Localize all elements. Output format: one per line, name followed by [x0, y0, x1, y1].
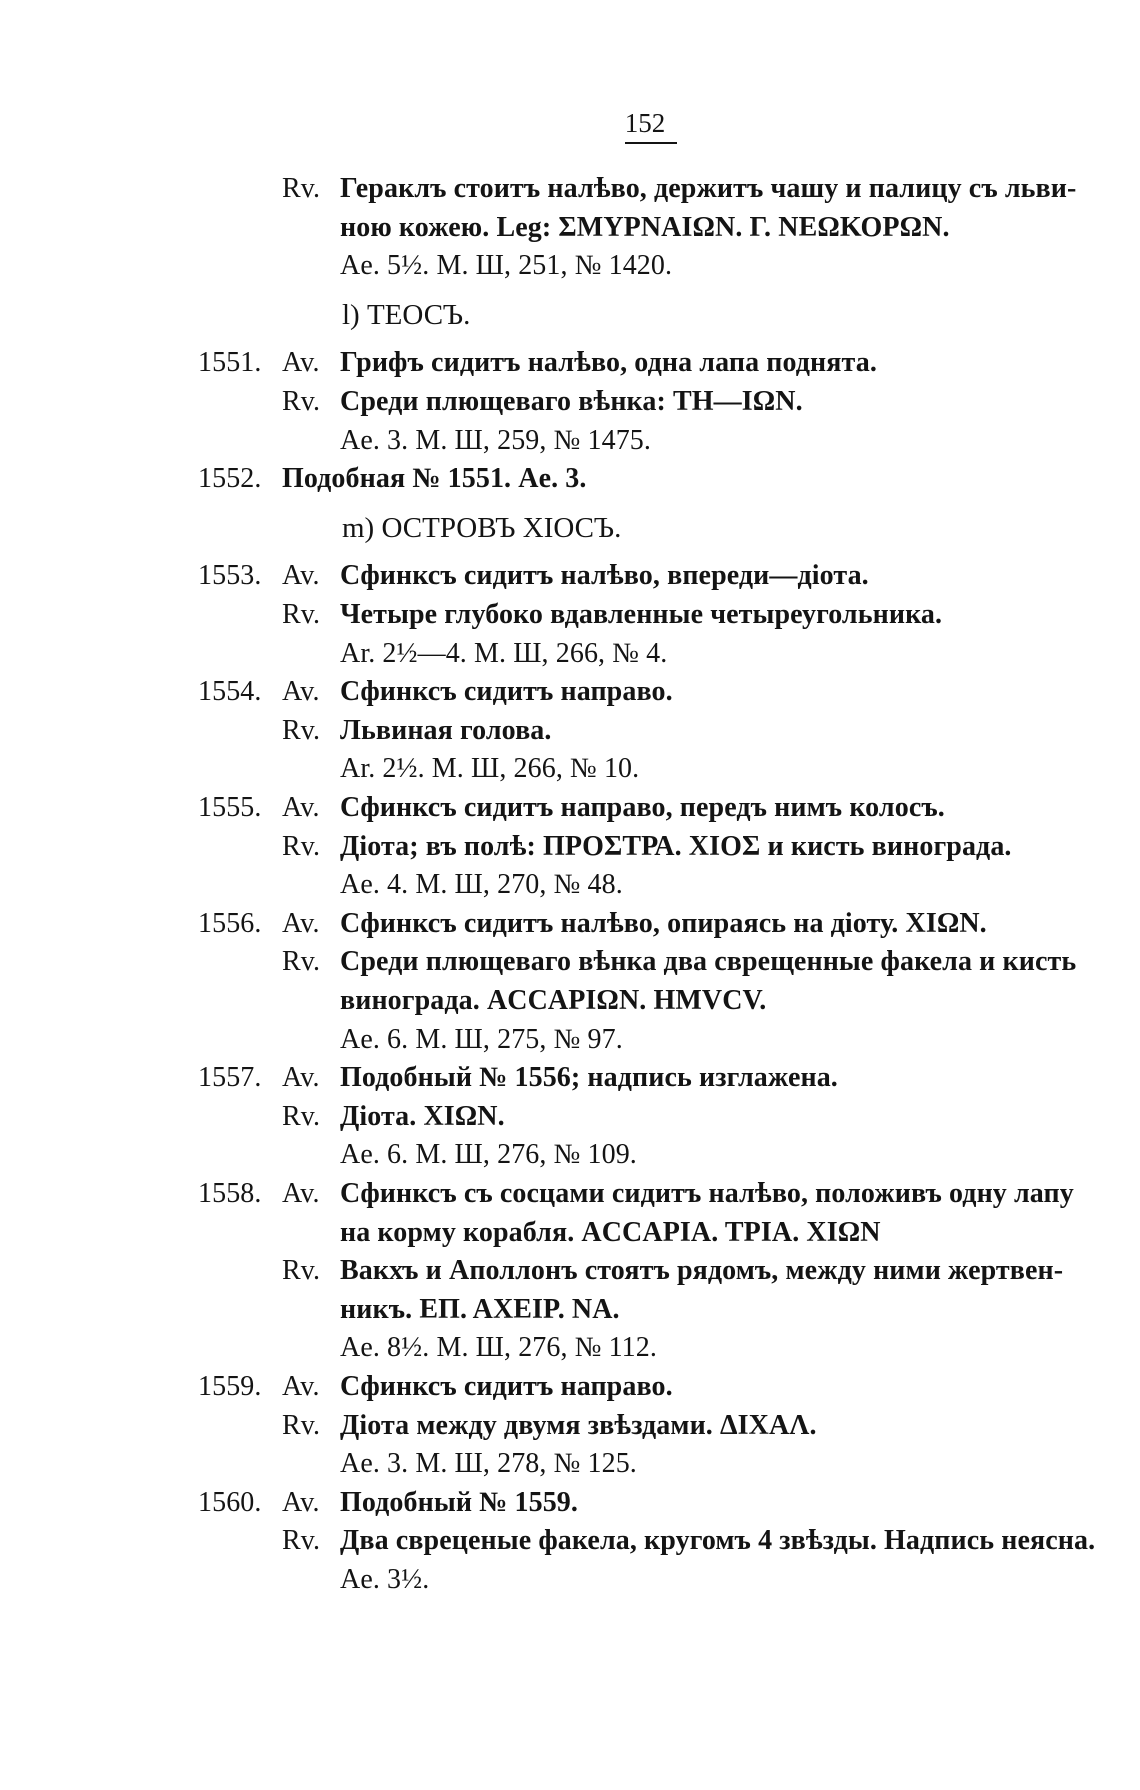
catalog-line — [0, 1524, 1140, 1558]
entry-text: Ae. 3. M. Ш, 278, № 125. — [340, 1448, 637, 1480]
entry-text: Подобный № 1556; надпись изглажена. — [340, 1062, 838, 1094]
entry-number: 1552. — [198, 463, 262, 495]
catalog-line — [0, 1370, 1140, 1404]
entry-number: 1553. — [198, 560, 262, 592]
catalog-line — [0, 559, 1140, 593]
catalog-line — [0, 984, 1140, 1018]
catalog-line — [0, 462, 1140, 496]
side-label: Rv. — [282, 173, 321, 204]
catalog-line — [0, 385, 1140, 419]
side-label: Av. — [282, 1486, 320, 1518]
entry-number: 1556. — [198, 907, 262, 939]
catalog-line — [0, 752, 1140, 786]
catalog-line — [0, 945, 1140, 979]
entry-number: 1557. — [198, 1062, 262, 1094]
catalog-line — [0, 172, 1140, 206]
catalog-line — [0, 1409, 1140, 1443]
side-label: Av. — [282, 792, 320, 823]
entry-text: ною кожею. Leg: ΣΜΥΡΝΑΙΩΝ. Γ. ΝΕΩΚΟΡΩΝ. — [340, 211, 950, 243]
entry-text: Два свреценые факела, кругомъ 4 звѣзды. Надпись неясна. — [340, 1525, 1096, 1557]
catalog-line — [0, 637, 1140, 671]
side-label: Av. — [282, 907, 320, 939]
entry-text: Грифъ сидитъ налѣво, одна лапа поднята. — [340, 347, 877, 379]
side-label: Rv. — [282, 386, 321, 417]
entry-text: Львиная голова. — [340, 714, 552, 746]
catalog-line — [0, 1177, 1140, 1211]
catalog-line — [0, 598, 1140, 632]
side-label: Av. — [282, 1371, 320, 1402]
side-label: Rv. — [282, 1525, 321, 1557]
side-label: Rv. — [282, 1409, 321, 1441]
entry-text: Среди плющеваго вѣнка: ΤΗ—ΙΩΝ. — [340, 386, 803, 417]
entry-text: Сфинксъ сидитъ направо. — [340, 1371, 673, 1402]
entry-text: винограда. ΑССΑΡΙΩΝ. ΗΜVCV. — [340, 985, 767, 1016]
entry-text: Ae. 8½. M. Ш, 276, № 112. — [340, 1332, 657, 1364]
catalog-line — [0, 1563, 1140, 1597]
entry-text: Ar. 2½—4. M. Ш, 266, № 4. — [340, 637, 668, 669]
catalog-line — [0, 211, 1140, 245]
side-label: Av. — [282, 676, 320, 708]
side-label: Rv. — [282, 1100, 321, 1132]
entry-text: Ae. 6. M. Ш, 276, № 109. — [340, 1139, 637, 1171]
side-label: Av. — [282, 1062, 320, 1094]
entry-number: 1559. — [198, 1371, 262, 1402]
page-number-underline — [625, 142, 677, 144]
entry-number: 1560. — [198, 1486, 262, 1518]
side-label: Rv. — [282, 714, 321, 746]
entry-text: Ar. 2½. M. Ш, 266, № 10. — [340, 753, 640, 785]
catalog-line — [0, 1061, 1140, 1095]
side-label: Av. — [282, 1178, 320, 1209]
entry-text: Діота. ΧΙΩΝ. — [340, 1100, 505, 1132]
catalog-line — [0, 1023, 1140, 1057]
entry-text: Среди плющеваго вѣнка два сврещенные факела и кисть — [340, 946, 1077, 978]
entry-text: Вакхъ и Аполлонъ стоятъ рядомъ, между ними жертвен- — [340, 1255, 1064, 1287]
catalog-line — [0, 791, 1140, 825]
side-label: Rv. — [282, 1255, 321, 1287]
entry-text: Ae. 5½. M. Ш, 251, № 1420. — [340, 250, 673, 282]
entry-number: 1554. — [198, 676, 262, 708]
catalog-line — [0, 1138, 1140, 1172]
entry-text: никъ. ΕΠ. ΑΧΕΙΡ. ΝΑ. — [340, 1293, 620, 1325]
entry-text: Сфинксъ сидитъ налѣво, опираясь на діоту. ΧΙΩΝ. — [340, 907, 987, 939]
section-heading: l) ТЕОСЪ. — [342, 298, 471, 331]
catalog-line — [0, 907, 1140, 941]
entry-text: Сфинксъ съ сосцами сидитъ налѣво, положивъ одну лапу — [340, 1178, 1074, 1209]
entry-number: 1551. — [198, 347, 262, 379]
catalog-line — [0, 249, 1140, 283]
entry-text: Діота; въ полѣ: ΠΡΟΣΤΡΑ. ΧΙΟΣ и кисть винограда. — [340, 830, 1012, 862]
catalog-line — [0, 868, 1140, 902]
catalog-line — [0, 1331, 1140, 1365]
entry-text: Гераклъ стоитъ налѣво, держитъ чашу и палицу съ льви- — [340, 173, 1077, 204]
catalog-line — [0, 1216, 1140, 1250]
side-label: Av. — [282, 347, 320, 379]
entry-text: на корму корабля. ΑССΑΡΙΑ. ΤΡΙΑ. ΧΙΩΝ — [340, 1216, 881, 1248]
side-label: Av. — [282, 560, 320, 592]
catalog-line — [0, 1293, 1140, 1327]
catalog-line — [0, 714, 1140, 748]
side-label: Rv. — [282, 830, 321, 862]
side-label: Rv. — [282, 946, 321, 978]
catalog-line — [0, 1254, 1140, 1288]
entry-text: Ae. 3. M. Ш, 259, № 1475. — [340, 424, 652, 456]
entry-number: 1558. — [198, 1178, 262, 1209]
entry-text: Ae. 4. M. Ш, 270, № 48. — [340, 869, 623, 901]
entry-text: Ae. 6. M. Ш, 275, № 97. — [340, 1023, 623, 1055]
section-heading: m) ОСТРОВЪ ХІОСЪ. — [342, 511, 622, 544]
entry-text: Подобный № 1559. — [340, 1486, 579, 1518]
entry-text: Сфинксъ сидитъ направо, передъ нимъ колосъ. — [340, 792, 945, 823]
entry-text: Четыре глубоко вдавленные четыреугольника. — [340, 599, 943, 630]
page-number: 152 — [624, 108, 666, 138]
entry-number: 1555. — [198, 792, 262, 823]
catalog-line — [0, 675, 1140, 709]
entry-text: Сфинксъ сидитъ налѣво, впереди—діота. — [340, 560, 869, 592]
catalog-line — [0, 830, 1140, 864]
catalog-line — [0, 1486, 1140, 1520]
catalog-line — [0, 1100, 1140, 1134]
catalog-line — [0, 346, 1140, 380]
catalog-line — [0, 1447, 1140, 1481]
entry-text: Ae. 3½. — [340, 1564, 430, 1595]
entry-text: Сфинксъ сидитъ направо. — [340, 676, 673, 708]
side-label: Rv. — [282, 599, 321, 630]
catalog-line — [0, 424, 1140, 458]
entry-text: Діота между двумя звѣздами. ΔΙΧΑΛ. — [340, 1409, 817, 1441]
entry-text: Подобная № 1551. Ae. 3. — [282, 463, 587, 495]
